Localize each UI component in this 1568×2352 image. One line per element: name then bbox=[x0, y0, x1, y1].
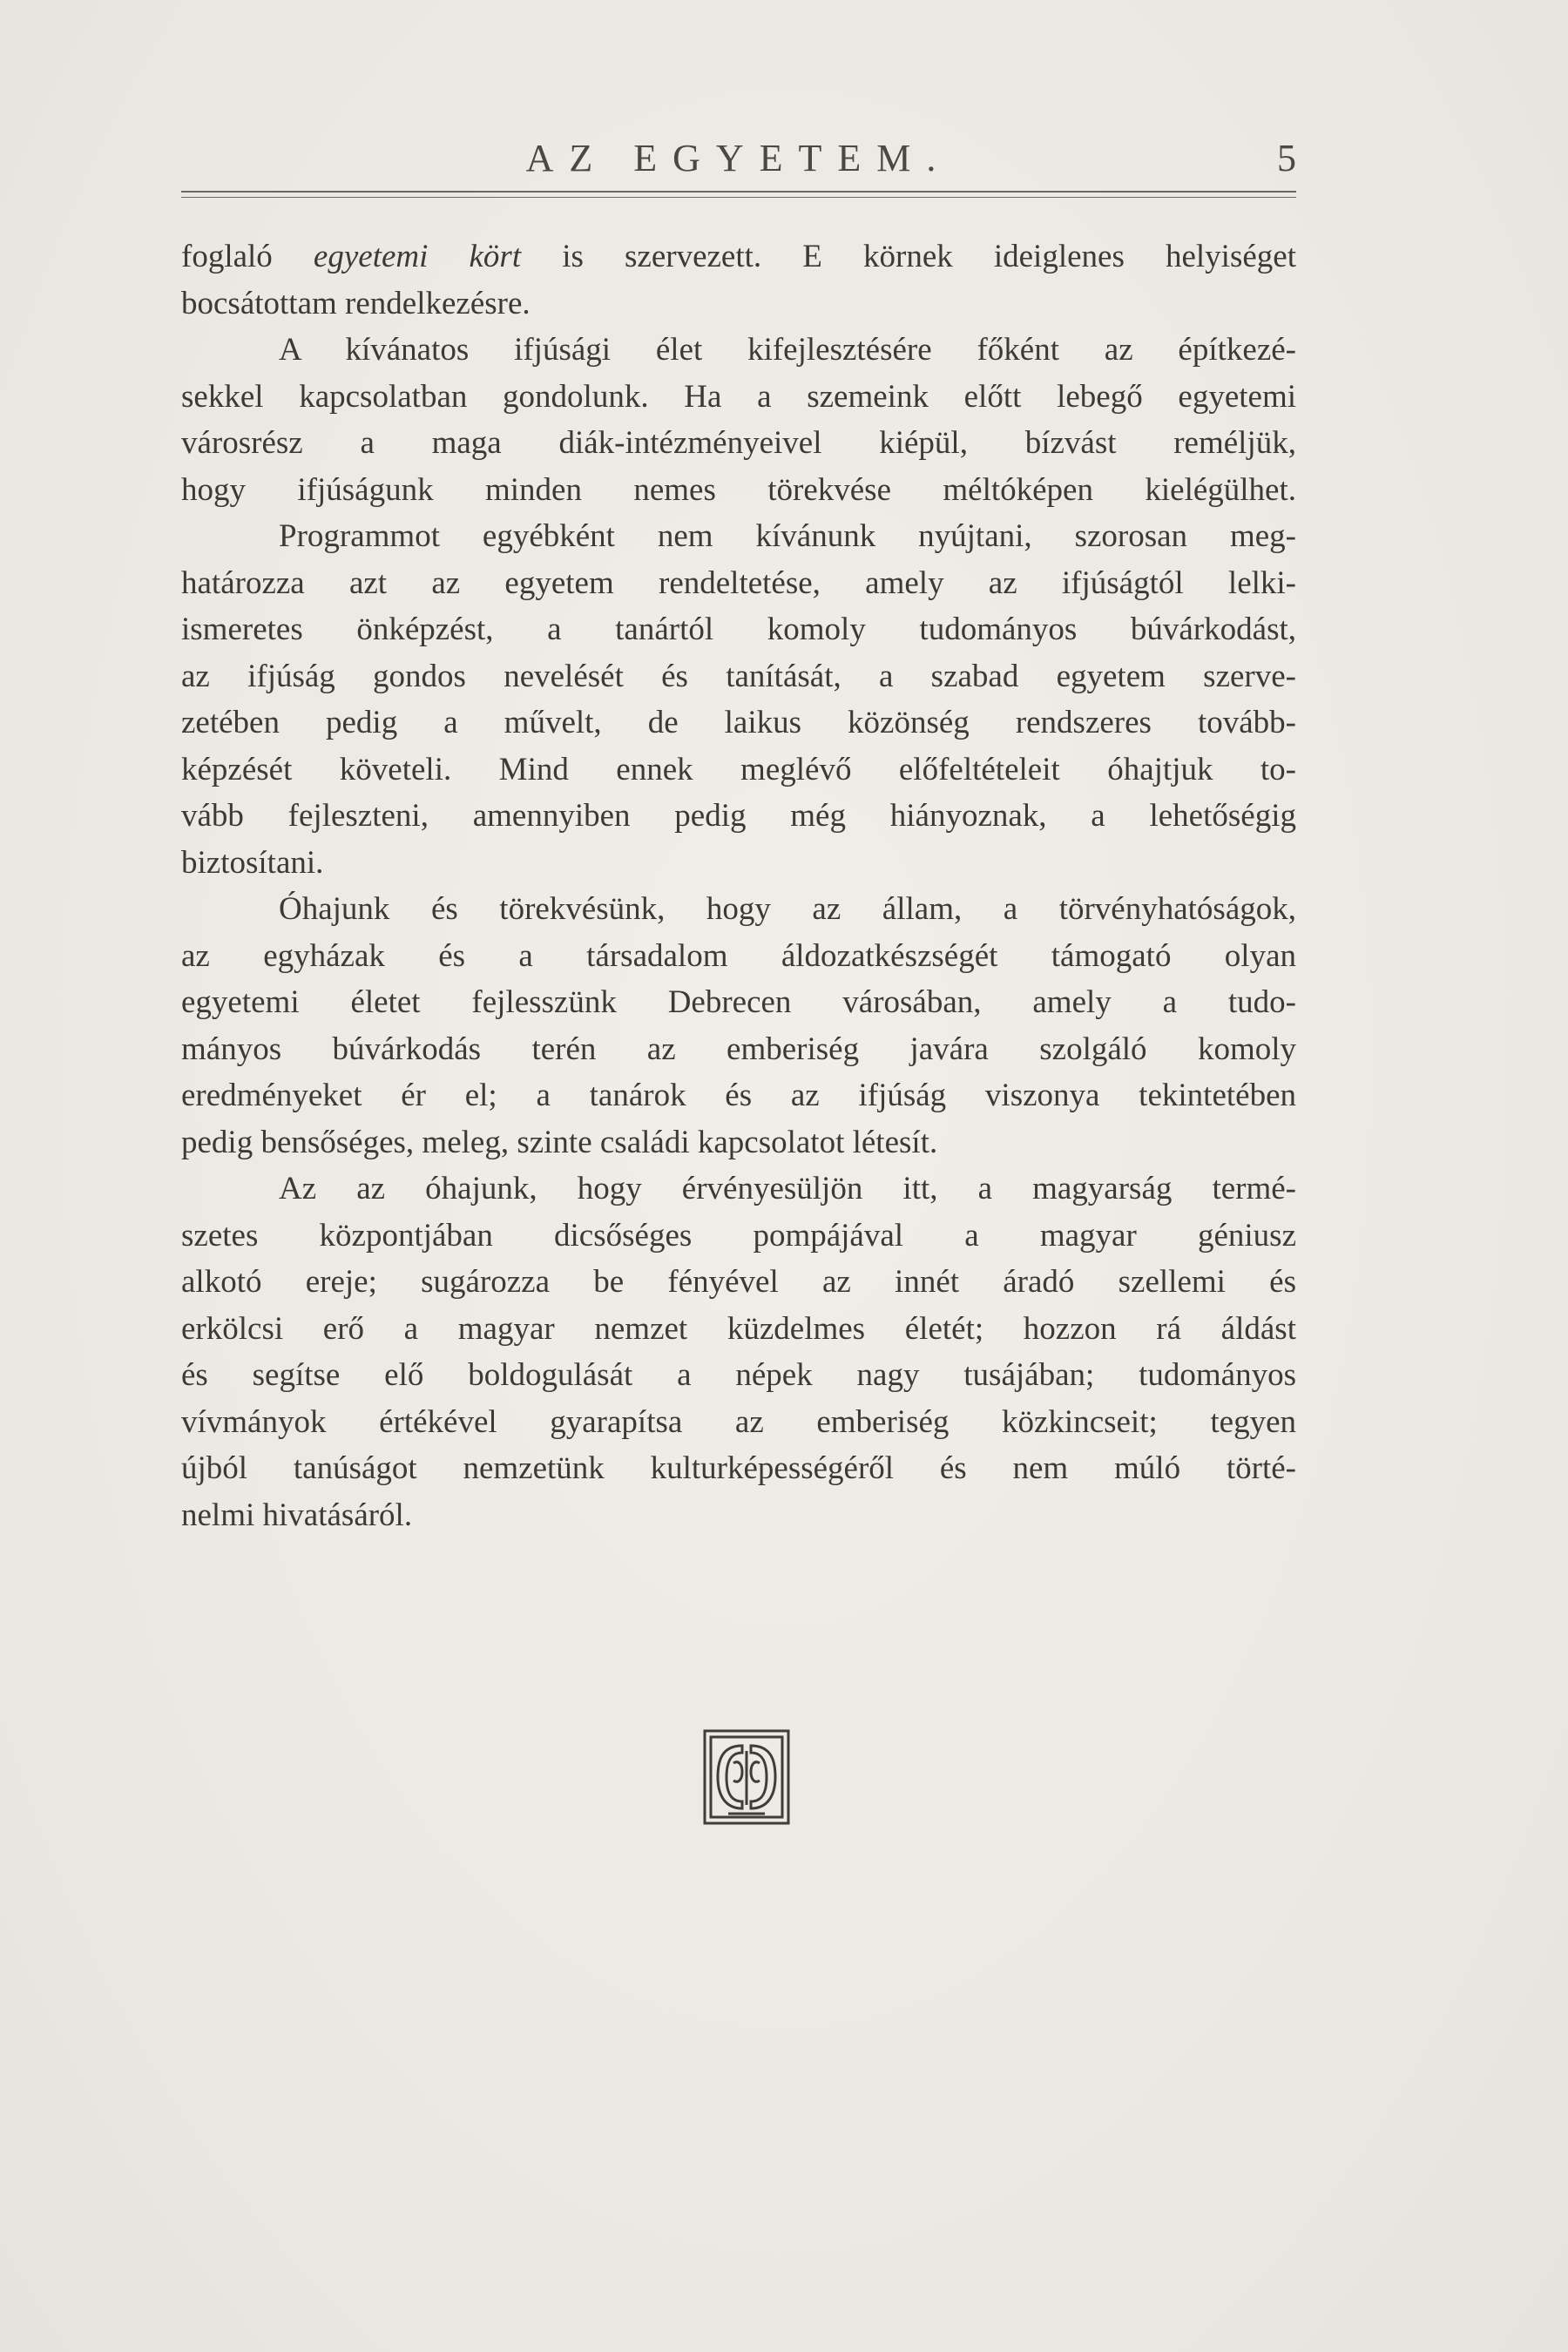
paragraph-3 bbox=[181, 513, 1296, 886]
text-line: ismeretes önképzést, a tanártól komoly tudományos búvárkodást, bbox=[181, 612, 1296, 647]
text-line: Az az óhajunk, hogy érvényesüljön itt, a magyarság termé- bbox=[279, 1171, 1296, 1206]
text-line: zetében pedig a művelt, de laikus közönség rendszeres tovább- bbox=[181, 705, 1296, 740]
text-line: pedig bensőséges, meleg, szinte családi kapcsolatot létesít. bbox=[181, 1124, 938, 1160]
text-line: az ifjúság gondos nevelését és tanítását, a szabad egyetem szerve- bbox=[181, 658, 1296, 694]
header-rule-thin bbox=[181, 197, 1296, 198]
text-line: erkölcsi erő a magyar nemzet küzdelmes életét; hozzon rá áldást bbox=[181, 1310, 1296, 1347]
text-line: városrész a maga diák-intézményeivel kiépül, bízvást reméljük, bbox=[181, 425, 1296, 461]
header-rule bbox=[181, 191, 1296, 193]
text-line: egyetemi életet fejlesszünk Debrecen városában, amely a tudo- bbox=[181, 984, 1296, 1020]
text-line: nelmi hivatásáról. bbox=[181, 1497, 413, 1533]
text-line: sekkel kapcsolatban gondolunk. Ha a szemeink előtt lebegő egyetemi bbox=[181, 378, 1296, 415]
page-number: 5 bbox=[1277, 137, 1296, 179]
text-line: A kívánatos ifjúsági élet kifejlesztésére főként az építkezé- bbox=[279, 332, 1296, 368]
running-title: AZ EGYETEM. bbox=[525, 137, 952, 179]
text-line: hogy ifjúságunk minden nemes törekvése méltóképen kielégülhet. bbox=[181, 471, 1296, 508]
text-line: eredményeket ér el; a tanárok és az ifjúság viszonya tekintetében bbox=[181, 1078, 1296, 1113]
text-line: Óhajunk és törekvésünk, hogy az állam, a törvényhatóságok, bbox=[279, 891, 1296, 927]
text-line: képzését követeli. Mind ennek meglévő előfeltételeit óhajtjuk to- bbox=[181, 751, 1296, 787]
running-head bbox=[181, 131, 1296, 183]
text-line: és segítse elő boldogulását a népek nagy tusájában; tudományos bbox=[181, 1357, 1296, 1393]
text-line: határozza azt az egyetem rendeltetése, amely az ifjúságtól lelki- bbox=[181, 564, 1296, 601]
text-line: biztosítani. bbox=[181, 844, 324, 881]
text-line: Programmot egyébként nem kívánunk nyújtani, szorosan meg- bbox=[279, 518, 1296, 554]
text-line: vább fejleszteni, amennyiben pedig még hiányoznak, a lehetőségig bbox=[181, 798, 1296, 834]
paragraph-1 bbox=[181, 233, 1296, 327]
text-line: foglaló egyetemi kört is szervezett. E körnek ideiglenes helyiséget bbox=[181, 239, 1296, 274]
text-line: az egyházak és a társadalom áldozatkészségét támogató olyan bbox=[181, 937, 1296, 974]
paragraph-5 bbox=[181, 1166, 1296, 1538]
printers-ornament-icon bbox=[702, 1728, 791, 1826]
italic-term: egyetemi kört bbox=[313, 239, 522, 274]
text-line: vívmányok értékével gyarapítsa az emberiség közkincseit; tegyen bbox=[181, 1403, 1296, 1440]
text-line: szetes központjában dicsőséges pompájával a magyar géniusz bbox=[181, 1217, 1296, 1254]
text-line: újból tanúságot nemzetünk kulturképességéről és nem múló törté- bbox=[181, 1450, 1296, 1486]
text-line: alkotó ereje; sugározza be fényével az innét áradó szellemi és bbox=[181, 1264, 1296, 1300]
paragraph-2 bbox=[181, 327, 1296, 513]
text-line: bocsátottam rendelkezésre. bbox=[181, 285, 531, 321]
paragraph-4 bbox=[181, 886, 1296, 1166]
text-line: mányos búvárkodás terén az emberiség javára szolgáló komoly bbox=[181, 1031, 1296, 1067]
body-text bbox=[181, 233, 1296, 1538]
